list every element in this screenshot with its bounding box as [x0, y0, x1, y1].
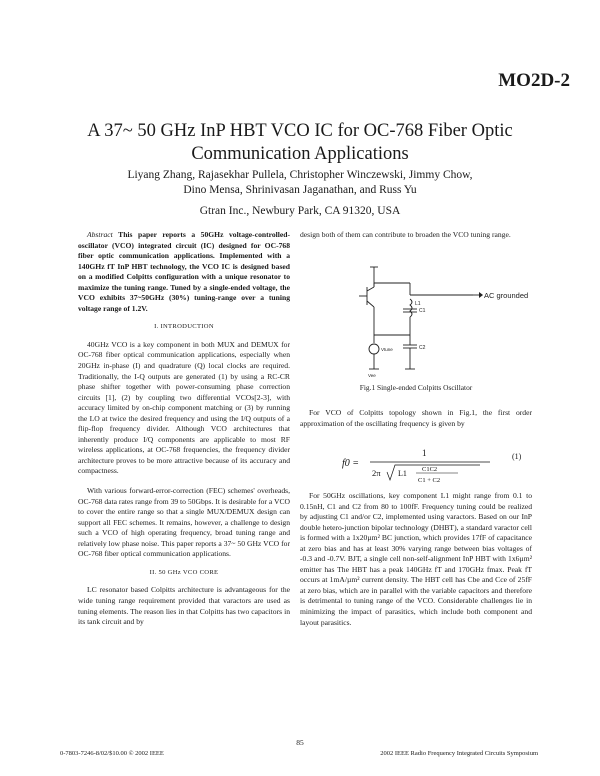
page-number: 85 — [296, 738, 304, 747]
session-code: MO2D-2 — [498, 70, 570, 91]
abstract — [78, 230, 290, 314]
equation-l1: L1 — [398, 469, 407, 478]
section-heading-introduction: I. INTRODUCTION — [154, 323, 214, 331]
vtune-label: Vtune — [381, 347, 393, 352]
equation-2pi: 2π — [372, 468, 381, 478]
footer-copyright: 0-7803-7246-8/02/$10.00 © 2002 IEEE — [60, 750, 164, 757]
paper-title: A 37~ 50 GHz InP HBT VCO IC for OC-768 Fiber Optic Communication Applications — [87, 121, 513, 164]
figure-caption: Fig.1 Single-ended Colpitts Oscillator — [359, 383, 473, 392]
intro-paragraph-1: 40GHz VCO is a key component in both MUX and DEMUX for OC-768 fiber optical communication applications, especially when 20GHz in-phase (I) and quadrature (Q) local clocks are required. Traditionally, the I-Q outputs are generated (1) by using a RC-CR phase shifter together with power-consuming phase correction circuits [1], (2) by coupling two differential VCOs[2-3], with accuracy limited by on-chip component matching or (3) by running the LO at twice the desired frequency and using the I/Q outputs of a flip-flop frequency divider. Although VCO architectures that inherently produce I/Q components are applicable to most RF wireless applications, at OC-768 frequencies, the frequency divider architecture proves to be more attractive because of its accuracy and compactness. — [78, 339, 290, 476]
equation-lhs: f0 = — [342, 458, 360, 469]
l1-label: L1 — [415, 301, 421, 307]
colpitts-oscillator-schematic — [355, 265, 529, 380]
right-column-equation-intro: For VCO of Colpitts topology shown in Fig.1, the first order approximation of the oscillating frequency is given by — [300, 408, 532, 428]
vco-core-paragraph-1: LC resonator based Colpitts architecture is advantageous for the wide tuning range requirement provided that varactors are used as tuning elements. The reason lies in that Colpitts has two capacitors in its tank circuit and by — [78, 585, 290, 627]
section-heading-vco-core: II. 50 GHz VCO CORE — [149, 568, 219, 576]
left-column — [78, 230, 290, 628]
footer-symposium: 2002 IEEE Radio Frequency Integrated Circuits Symposium — [380, 750, 538, 757]
intro-paragraph-2: With various forward-error-correction (FEC) schemes' overheads, OC-768 data rates range from 39 to 50Gbps. It is desirable for a VCO to cover the entire range so that a single MUX/DEMUX design can support all FEC schemes. It remains, however, a challenge to design such a VCO of high operating frequency, broad tuning range and relatively low phase noise. This paper reports a 37~ 50 GHz VCO for OC-768 fiber optical communication applications. — [78, 486, 291, 559]
author-list — [60, 168, 540, 198]
equation-number: (1) — [512, 452, 522, 461]
author-line-1: Liyang Zhang, Rajasekhar Pullela, Christopher Winczewski, Jimmy Chow, — [127, 169, 473, 181]
frequency-equation — [340, 442, 535, 486]
right-column-body: For 50GHz oscillations, key component L1 might range from 0.1 to 0.15nH, C1 and C2 from 80 to 100fF. Frequency tuning could be realized by adjusting C1 and/or C2, implemented using varactors. Based on our InP double hetero-junction bipolar technology (DHBT), a standard varactor cell is formed with a 1x20µm² BC junction, which provides 17fF of capacitance at zero bias and has at least 30% varying range between bias voltages of -0.3 and -0.7V. BJT, a single cell non-self-alignment InP HBT with 1x6µm² emitter has The HBT has a peak 140GHz fT and 170GHz fmax. Peak fT occurs at 1mA/µm² current density. The HBT cell has Cbe and Cce of 25fF at zero bias, which are in parallel with the variable capacitors and therefore is detrimental to tuning range of the VCO. Considerable challenges lie in minimizing the impact of parasitics, which include both component and layout parasitics. — [300, 491, 532, 627]
affiliation: Gtran Inc., Newbury Park, CA 91320, USA — [199, 205, 401, 217]
equation-numerator: 1 — [422, 448, 427, 458]
c1-label: C1 — [419, 308, 426, 314]
vee-label: Vee — [368, 373, 376, 378]
abstract-text: This paper reports a 50GHz voltage-controlled-oscillator (VCO) integrated circuit (IC) designed for OC-768 fiber optic communication applications. Implemented with a 140GHz fT InP HBT technology, the VCO IC is designed based on a modified Colpitts configuration with a unique resonator to maximize the tuning range. Tuned by a single-ended voltage, the VCO exhibits 37~50GHz (30%) tuning-range over a tuning voltage range of 1.2V. — [78, 230, 290, 313]
equation-fraction-numerator: C1C2 — [422, 466, 438, 473]
right-column-intro: design both of them can contribute to broaden the VCO tuning range. — [300, 230, 511, 239]
author-line-2: Dino Mensa, Shrinivasan Jaganathan, and Russ Yu — [183, 184, 417, 196]
abstract-label: Abstract — [87, 230, 113, 239]
c2-label: C2 — [419, 345, 426, 351]
equation-fraction-denominator: C1 + C2 — [418, 477, 441, 484]
ac-grounded-label: AC grounded — [484, 291, 529, 300]
